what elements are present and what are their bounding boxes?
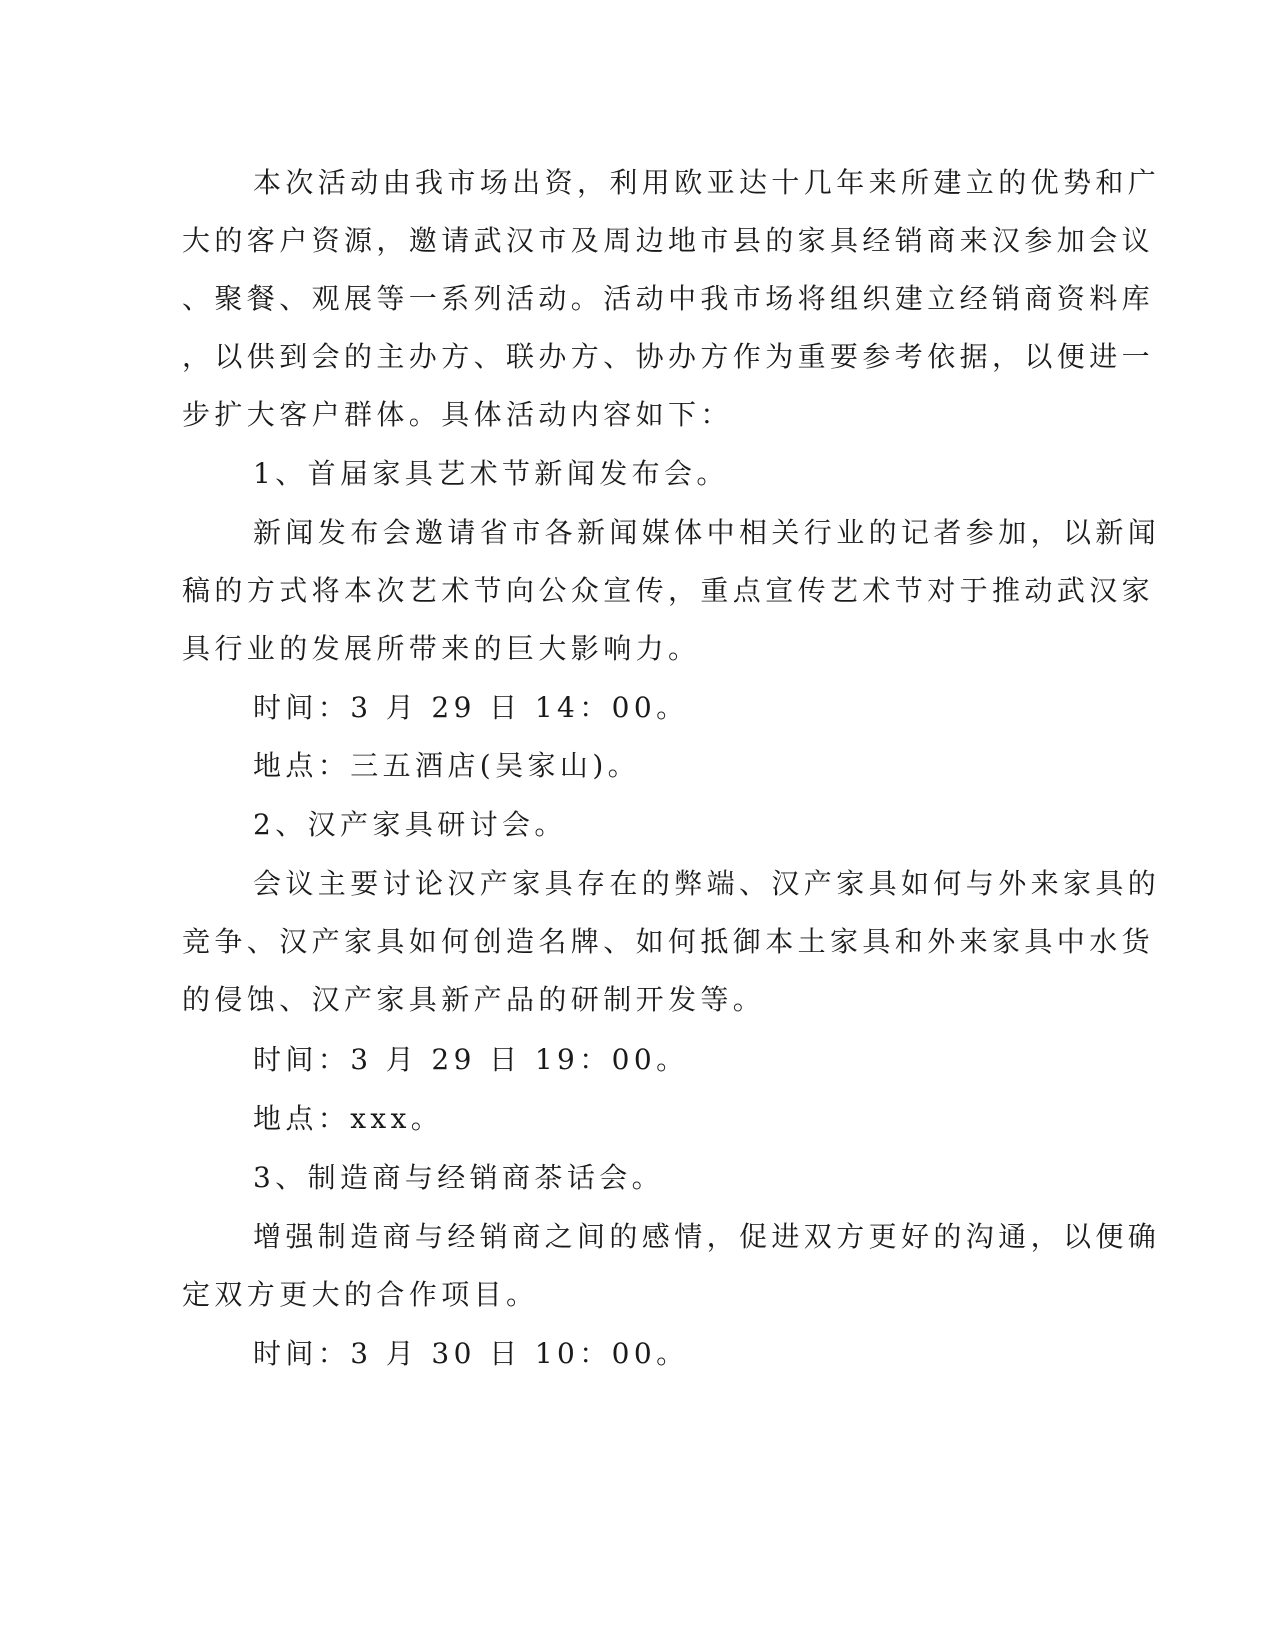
- paragraph-intro-line: 本次活动由我市场出资，利用欧亚达十几年来所建立的优势和广: [253, 166, 1161, 199]
- section-2-body-line: 的侵蚀、汉产家具新产品的研制开发等。: [182, 983, 766, 1016]
- section-3-body-line: 增强制造商与经销商之间的感情，促进双方更好的沟通，以便确: [253, 1220, 1161, 1253]
- section-2-body-line: 会议主要讨论汉产家具存在的弊端、汉产家具如何与外来家具的: [253, 867, 1161, 900]
- section-2-time: 时间：3 月 29 日 19：00。: [253, 1043, 689, 1076]
- section-2-location: 地点：xxx。: [253, 1102, 444, 1135]
- section-1-body-line: 稿的方式将本次艺术节向公众宣传，重点宣传艺术节对于推动武汉家: [182, 574, 1155, 607]
- section-1-location: 地点：三五酒店(吴家山)。: [253, 749, 641, 782]
- section-1-body-line: 新闻发布会邀请省市各新闻媒体中相关行业的记者参加，以新闻: [253, 516, 1161, 549]
- section-1-body-line: 具行业的发展所带来的巨大影响力。: [182, 632, 701, 665]
- section-1-time: 时间：3 月 29 日 14：00。: [253, 691, 689, 724]
- section-1-heading: 1、首届家具艺术节新闻发布会。: [253, 457, 729, 490]
- paragraph-intro-line: 大的客户资源，邀请武汉市及周边地市县的家具经销商来汉参加会议: [182, 224, 1155, 257]
- paragraph-intro-line: 步扩大客户群体。具体活动内容如下：: [182, 398, 733, 431]
- section-3-body-line: 定双方更大的合作项目。: [182, 1278, 539, 1311]
- section-2-heading: 2、汉产家具研讨会。: [253, 808, 567, 841]
- section-3-heading: 3、制造商与经销商茶话会。: [253, 1161, 665, 1194]
- section-2-body-line: 竞争、汉产家具如何创造名牌、如何抵御本土家具和外来家具中水货: [182, 925, 1155, 958]
- paragraph-intro-line: 、聚餐、观展等一系列活动。活动中我市场将组织建立经销商资料库: [182, 282, 1155, 315]
- section-3-time: 时间：3 月 30 日 10：00。: [253, 1337, 689, 1370]
- paragraph-intro-line: ，以供到会的主办方、联办方、协办方作为重要参考依据，以便进一: [182, 340, 1155, 373]
